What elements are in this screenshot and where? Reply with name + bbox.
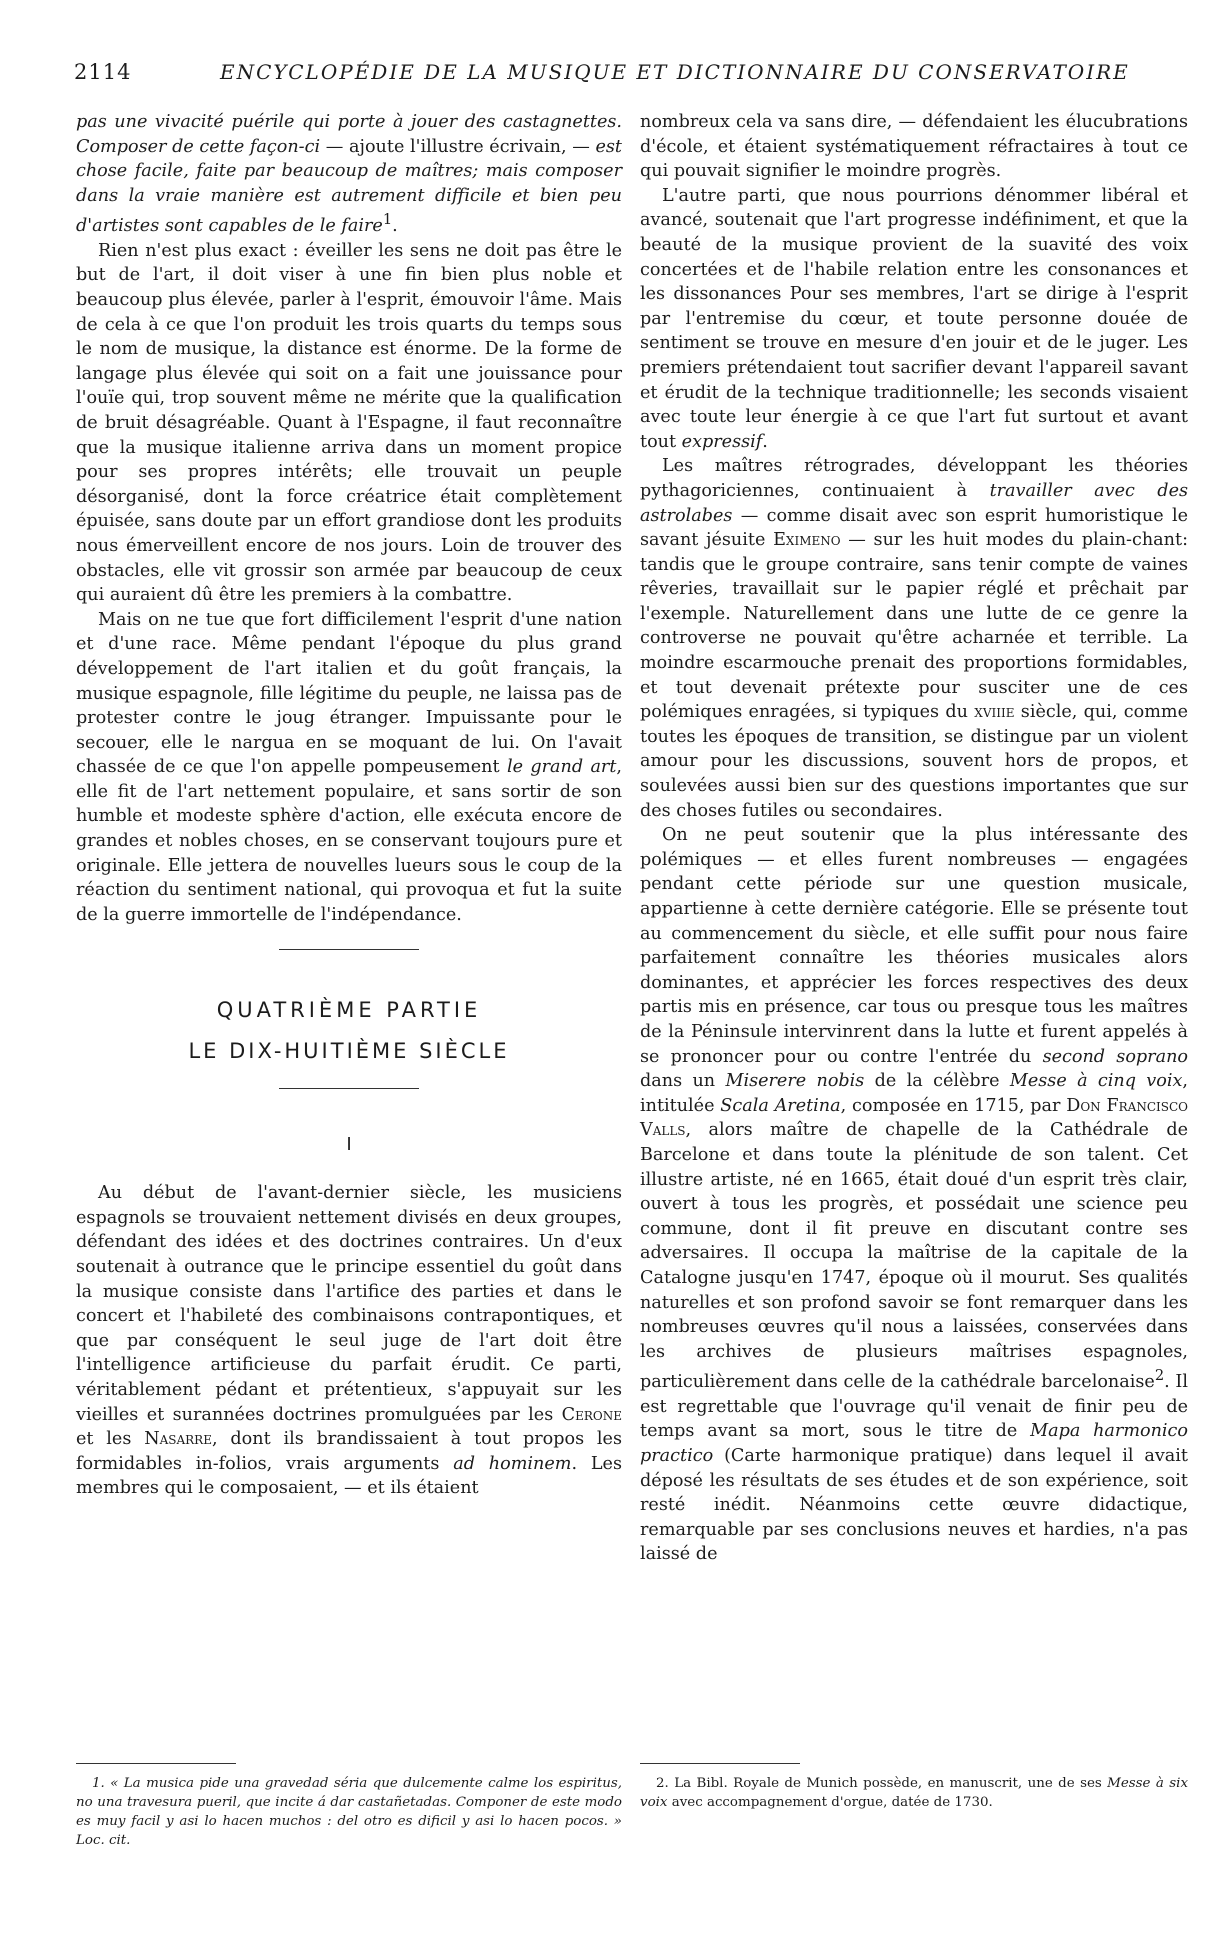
paragraph-national-spirit — [76, 608, 622, 928]
r-para4-g: . Il est regrettable que l'ouvrage qu'il venait de finir peu de temps avant sa mort, sous le titre de — [640, 1372, 1189, 1442]
r-para2-a: L'autre parti, que nous pourrions dénommer libéral et avancé, soutenait que l'art progresse indéfiniment, et que la beauté de la musique provient de la suavité des voix concertées et de l'habile relation entre les consonances et les dissonances Pour ses membres, l'art se dirige à l'esprit par l'entremise du cœur, et toute personne douée de sentiment se trouve en mesure d'en jouir et de le juger. Les premiers prétendaient tout sacrifier devant l'appareil savant et érudit de la technique traditionnelle; les seconds visaient avec toute leur énergie à ce que l'art fut surtout et avant tout — [640, 185, 1188, 452]
part-title: QUATRIÈME PARTIE — [216, 998, 482, 1023]
r-para4-miserere: Miserere nobis — [725, 1071, 865, 1092]
r-para4-second-soprano: second soprano — [1042, 1046, 1188, 1067]
right-column — [640, 110, 1188, 1567]
r-para4-d: , intitulée — [640, 1071, 1188, 1116]
r-para4-b: dans un — [640, 1071, 726, 1092]
section-divider-top — [279, 949, 419, 950]
page-number: 2114 — [74, 60, 132, 84]
running-title: ENCYCLOPÉDIE DE LA MUSIQUE ET DICTIONNAIRE DU CONSERVATOIRE — [220, 60, 1130, 84]
para3-c: , dont ils brandissaient à tout propos les formidables in-folios, vrais arguments — [76, 1429, 622, 1474]
footnote-left — [76, 1735, 622, 1850]
fn2-b: avec accompagnement d'orgue, datée de 1730. — [667, 1795, 993, 1810]
r-para4-scala: Scala Aretina — [720, 1095, 841, 1116]
page-header — [74, 60, 1144, 90]
footnote-ref-2: 2 — [1154, 1367, 1165, 1385]
r-para3-a: Les maîtres rétrogrades, développant les théories pythagoriciennes, continuaient à — [640, 456, 1188, 501]
name-cerone: Cerone — [561, 1404, 622, 1425]
para2-a: Mais on ne tue que fort difficilement l'esprit d'une nation et d'une race. Même pendant l'époque du plus grand développement de l'art italien et du goût français, la musique espagnole, fille légitime du peuple, ne laissa pas de protester contre le joug étranger. Impuissante pour le secouer, elle le nargua en se moquant de lui. On l'avait chassée de ce que l'on appelle pompeusement — [76, 609, 622, 778]
r-para3-c: — sur les huit modes du plain-chant: tandis que le groupe contraire, sans tenir compte de vaines rêveries, travaillait sur le papier réglé et prêchait par l'exemple. Naturellement dans une lutte de ce genre la controverse ne pouvait qu'être acharnée et terrible. La moindre escarmouche prenait des proportions formidables, et tout devenait prétexte pour susciter une de ces polémiques enragées, si typiques du — [640, 530, 1189, 723]
quote-rest: est chose facile, faite par beaucoup de maîtres; mais composer dans la vraie manière est autrement difficile et bien peu d'artistes sont capables de le faire — [76, 136, 622, 237]
paragraph-polemic — [640, 823, 1188, 1567]
footnote-1: 1. « La musica pide una gravedad séria que dulcemente calme los espiritus, no una travesura pueril, que incite á dar castañetadas. Componer de este modo es muy facil y asi lo hacen muchos : del otro es dificil y asi lo hacen pocos. » Loc. cit. — [76, 1776, 622, 1848]
century-xviii: xviiie — [974, 702, 1015, 723]
r-para3-d: siècle, qui, comme toutes les époques de transition, se distingue par un violent amour pour les discussions, souvent hors de propos, et soulevées aussi bien sur des questions importantes que sur des choses futiles ou secondaires. — [640, 702, 1189, 821]
section-divider-bottom — [279, 1088, 419, 1089]
para3-a: Au début de l'avant-dernier siècle, les musiciens espagnols se trouvaient nettement divisés en deux groupes, défendant des idées et des doctrines contraires. Un d'eux soutenait à outrance que le principe essentiel du goût dans la musique consiste dans l'artifice des parties et dans le concert et l'habileté des combinaisons contrapontiques, et que par conséquent le seul juge de l'art doit être l'intelligence artificieuse du parfait érudit. Ce parti, véritablement pédant et prétentieux, s'appuyait sur les vieilles et surannées doctrines promulguées par les — [76, 1183, 622, 1425]
paragraph-continuation: nombreux cela va sans dire, — défendaient les élucubrations d'école, et étaient systématiquement réfractaires à tout ce qui pouvait signifier le moindre progrès. — [640, 112, 1188, 182]
footnote-right — [640, 1735, 1188, 1812]
r-para4-a: On ne peut soutenir que la plus intéressante des polémiques — et elles furent nombreuses — engagées pendant cette période sur une question musicale, appartienne à cette dernière catégorie. Elle se présente tout au commencement du siècle, et elle suffit pour nous faire parfaitement connaître les théories musicales alors dominantes, et apprécier les forces respectives des deux partis mis en présence, car tous ou presque tous les maîtres de la Péninsule intervinrent dans la lutte et furent appelés à se prononcer pour ou contre l'entrée du — [640, 825, 1188, 1067]
r-para4-c: de la célèbre — [864, 1071, 1010, 1092]
footnote-2 — [640, 1774, 1188, 1812]
para3-ad-hominem: ad hominem — [453, 1453, 572, 1474]
paragraph-liberal-party — [640, 184, 1188, 455]
r-para3-b: — comme disait avec son esprit humoristique le savant jésuite — [640, 505, 1188, 551]
fn2-messe: Messe à six voix — [640, 1776, 1188, 1810]
paragraph-retrograde-masters — [640, 454, 1188, 823]
paragraph-art-purpose: Rien n'est plus exact : éveiller les sens ne doit pas être le but de l'art, il doit viser à une fin bien plus noble et beaucoup plus élevée, parler à l'esprit, émouvoir l'âme. Mais de cela à ce que l'on produit les trois quarts du temps sous le nom de musique, la distance est énorme. De la forme de langage plus élevée qui soit on a fait une jouissance pour l'ouïe qui, trop souvent même ne mérite que la qualification de bruit désagréable. Quant à l'Espagne, il faut reconnaître que la musique italienne arriva dans un moment propice pour ses propres intérêts; elle trouvait un peuple désorganisé, dont la force créatrice était complètement épuisée, sans doute par un effort grandiose dont les produits nous émerveillent encore de nos jours. Loin de trouver des obstacles, elle vit grossir son armée par beaucoup de ceux qui auraient dû être les premiers à la combattre. — [76, 240, 622, 606]
name-eximeno: Eximeno — [773, 530, 841, 551]
paragraph-two-groups — [76, 1181, 622, 1501]
footnote-ref-1: 1 — [382, 211, 393, 229]
name-valls: Don Francisco Valls — [640, 1095, 1189, 1141]
r-para4-e: , composée en 1715, par — [840, 1095, 1067, 1116]
fn2-a: 2. La Bibl. Royale de Munich possède, en manuscrit, une de ses — [656, 1776, 1108, 1791]
para3-b: et les — [76, 1429, 145, 1450]
left-column — [76, 110, 622, 1501]
section-number: I — [346, 1133, 352, 1155]
para3-d: . Les membres qui le composaient, — et ils étaient — [76, 1453, 622, 1499]
r-para4-mapa: Mapa harmonico practico — [640, 1421, 1188, 1466]
quote-paragraph: pas une vivacité puérile qui porte à jouer des castagnettes. Composer de cette façon-ci — ajoute l'illustre écrivain, — est chose facile, faite par beaucoup de maîtres; mais composer dans la vraie manière est autrement difficile et bien peu d'artistes sont capables de le faire$^1$. — [76, 112, 622, 237]
r-para2-expressif: expressif — [681, 431, 763, 452]
r-para4-messe: Messe à cinq voix — [1009, 1071, 1183, 1092]
footnote-rule — [76, 1763, 236, 1764]
para2-grand-art: le grand art — [506, 757, 617, 778]
footnote-rule-right — [640, 1763, 800, 1764]
quote-intro: pas une vivacité puérile qui porte à jouer des castagnettes. Composer de cette façon-ci — [76, 112, 622, 157]
r-para4-h: (Carte harmonique pratique) dans lequel il avait déposé les résultats de ses études et de son expérience, soit resté inédit. Néanmoins cette œuvre didactique, remarquable par ses conclusions neuves et hardies, n'a pas laissé de — [640, 1445, 1188, 1565]
r-para3-astrolabes: travailler avec des astrolabes — [640, 480, 1189, 526]
r-para4-f: , alors maître de chapelle de la Cathédrale de Barcelone et dans toute la plénitude de son talent. Cet illustre artiste, né en 1665, était doué d'un esprit très clair, ouvert à tous les progrès, et possédait une science peu commune, dont il fit preuve en discutant contre ses adversaires. Il occupa la maîtrise de la capitale de la Catalogne jusqu'en 1747, époque où il mourut. Ses qualités naturelles et son profond savoir se font remarquer dans les nombreuses œuvres qu'il nous a laissées, conservées dans les archives de plusieurs maîtrises espagnoles, particulièrement dans celle de la cathédrale barcelonaise — [640, 1120, 1188, 1393]
r-para2-b: . — [762, 431, 768, 452]
section-title: LE DIX-HUITIÈME SIÈCLE — [188, 1039, 510, 1064]
name-nasarre: Nasarre — [144, 1429, 212, 1450]
para2-b: , elle fit de l'art nettement populaire, et sans sortir de son humble et modeste sphère d'action, elle exécuta encore de grandes et nobles choses, en se conservant toujours pure et originale. Elle jettera de nouvelles lueurs sous le coup de la réaction du sentiment national, qui provoqua et fut la suite de la guerre immortelle de l'indépendance. — [76, 757, 623, 925]
quote-dash: — ajoute l'illustre écrivain, — — [320, 136, 596, 157]
